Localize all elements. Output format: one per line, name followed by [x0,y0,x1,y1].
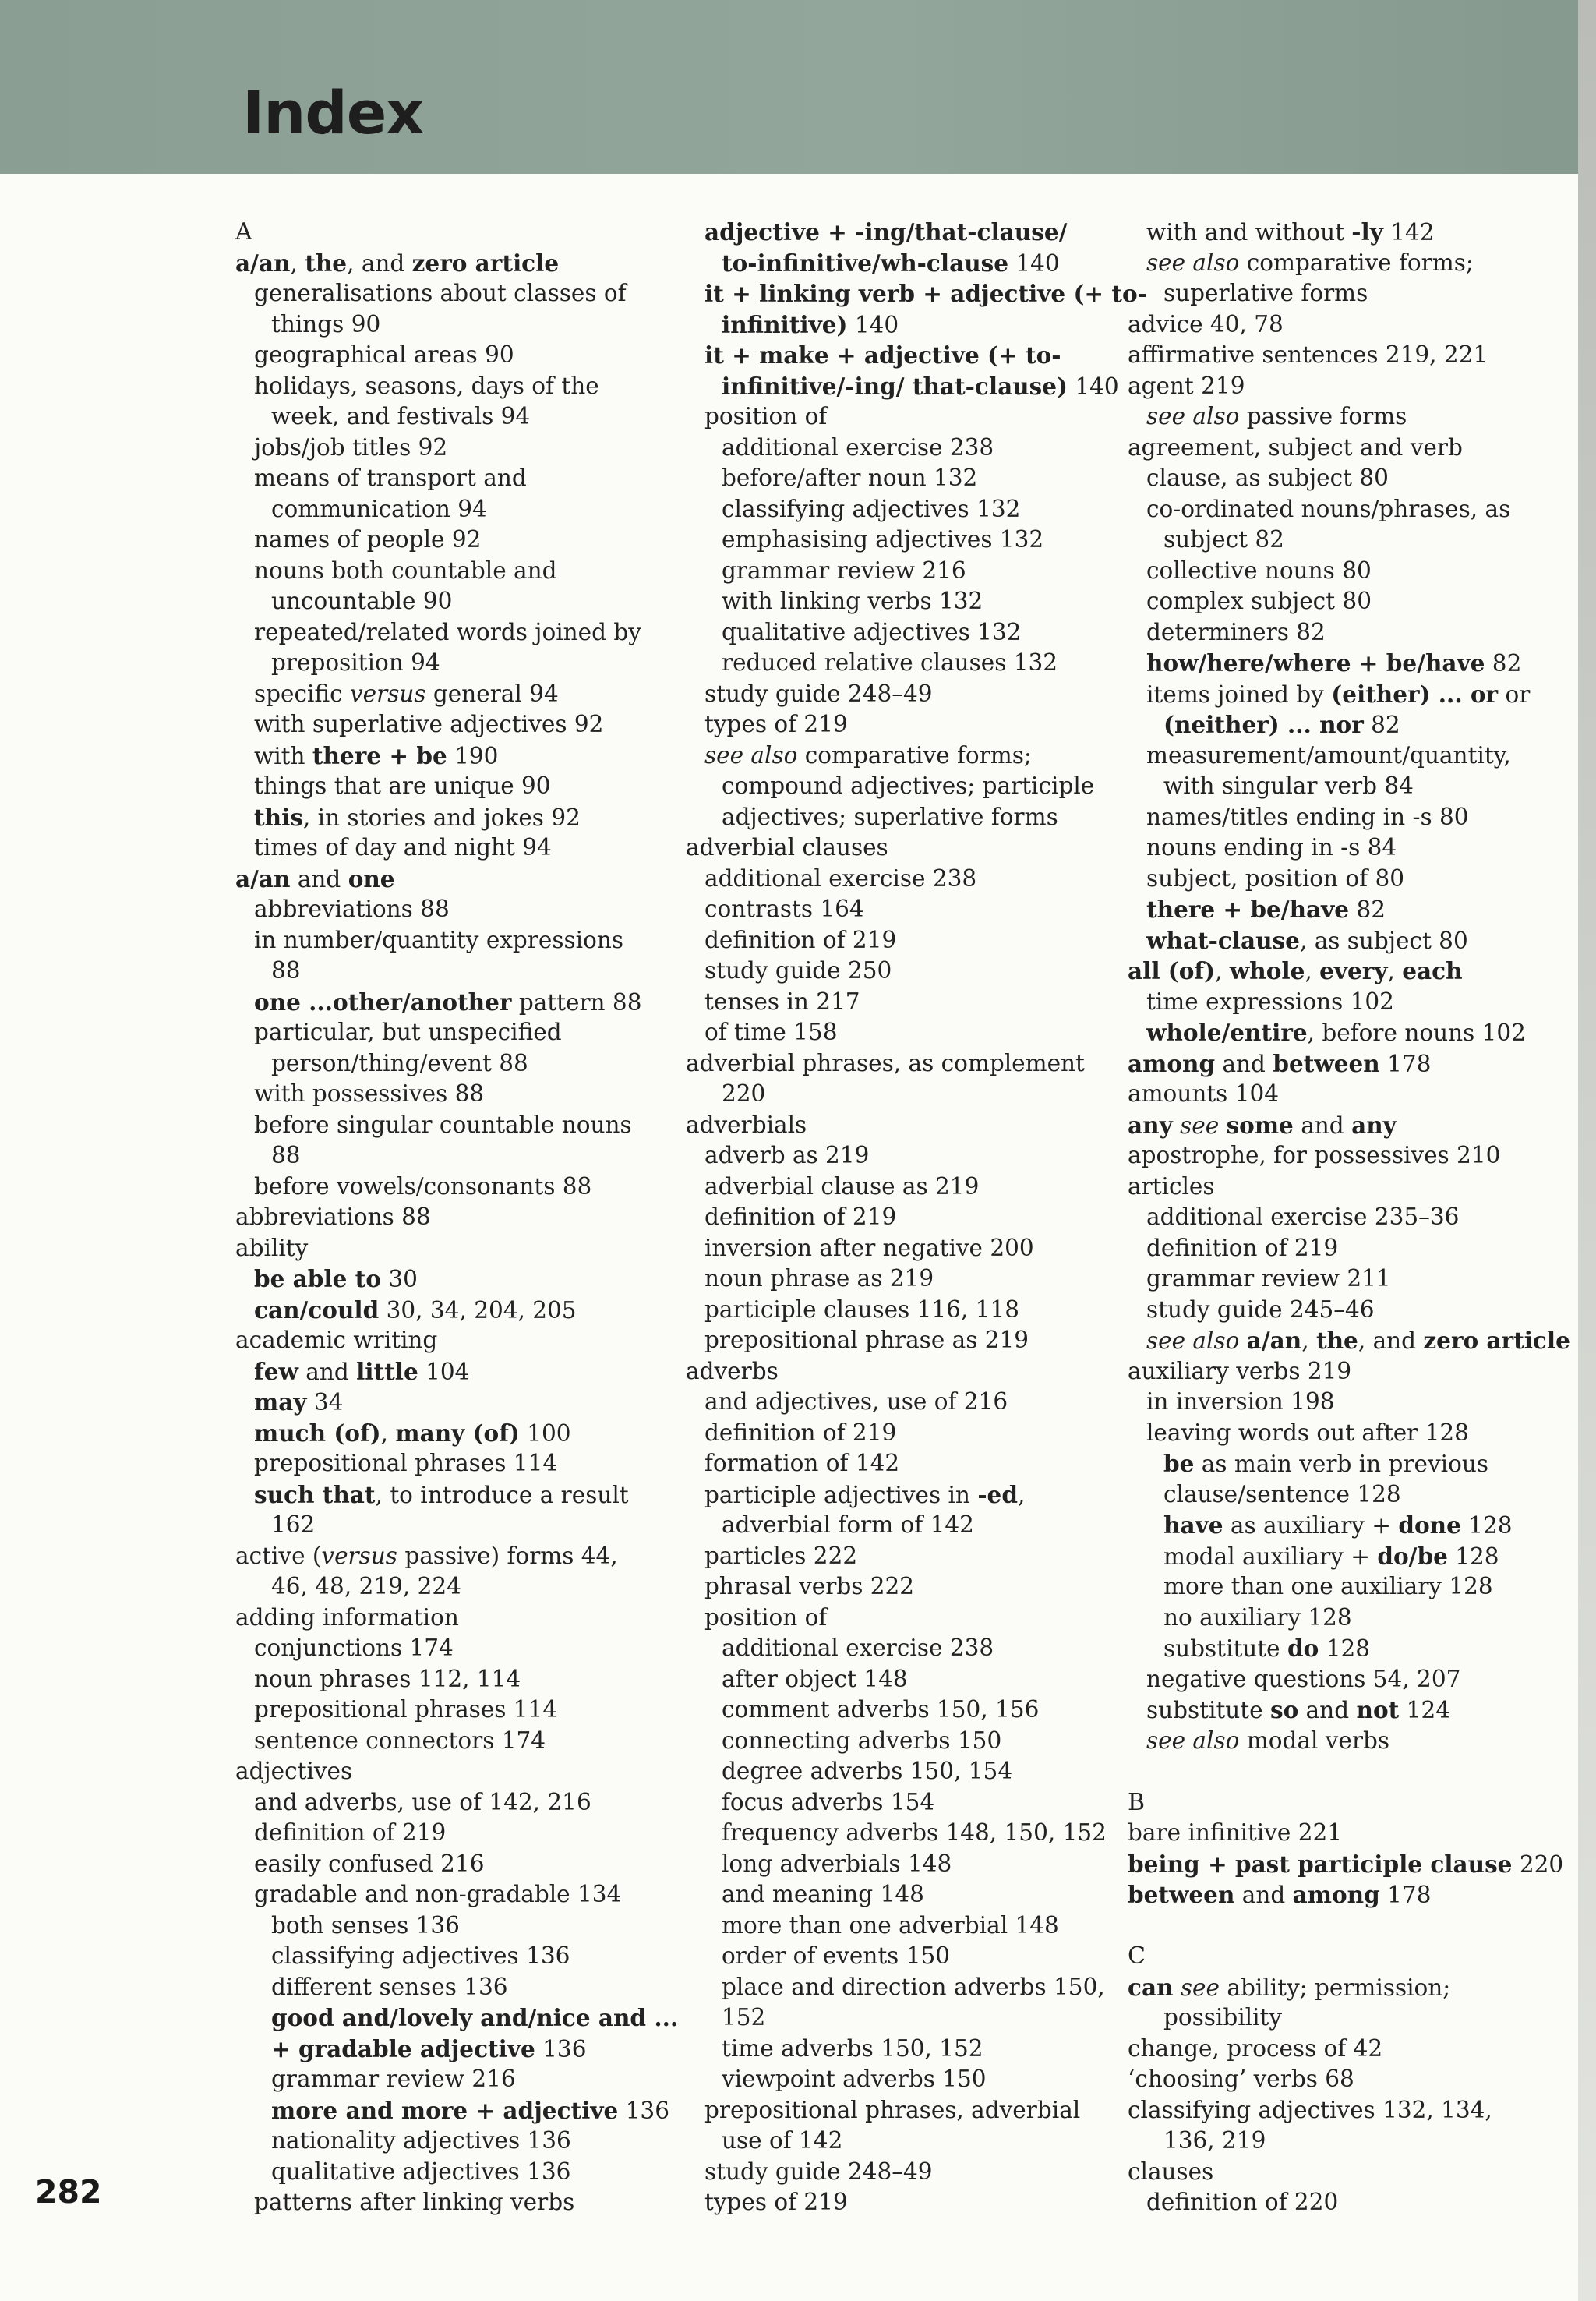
index-entry: communication 94 [271,495,487,522]
index-entry: auxiliary verbs 219 [1128,1357,1352,1384]
index-entry: substitute do 128 [1163,1635,1370,1662]
index-entry: with singular verb 84 [1163,772,1414,799]
index-column-3 [1128,217,1570,2218]
index-entry: modal auxiliary + do/be 128 [1163,1542,1499,1570]
index-entry: with and without -ly 142 [1146,218,1435,246]
index-entry: adverbial phrases, as complement [686,1049,1085,1076]
index-entry: see also modal verbs [1146,1727,1390,1754]
index-entry: participle adjectives in -ed, [704,1480,1026,1508]
index-entry: qualitative adjectives 132 [722,618,1022,645]
index-entry: agreement, subject and verb [1128,433,1463,461]
index-entry: abbreviations 88 [254,896,450,922]
index-entry: phrasal verbs 222 [704,1573,915,1599]
index-entry: long adverbials 148 [722,1850,952,1877]
index-entry: adverbials [686,1111,807,1138]
index-entry: of time 158 [704,1019,838,1045]
index-entry: position of [704,403,828,429]
index-entry: more and more + adjective 136 [271,2096,669,2124]
index-entry: noun phrase as 219 [704,1265,934,1292]
index-entry: this, in stories and jokes 92 [254,803,581,831]
index-entry: particles 222 [704,1542,858,1569]
index-entry: see also comparative forms; [704,741,1032,769]
index-entry: have as auxiliary + done 128 [1163,1511,1513,1539]
index-entry: amounts 104 [1128,1080,1279,1107]
index-entry: contrasts 164 [704,896,864,922]
index-entry: 220 [722,1080,766,1107]
index-entry: things 90 [271,310,381,338]
index-entry: definition of 219 [1146,1234,1339,1261]
index-entry: change, process of 42 [1128,2034,1383,2062]
index-entry: additional exercise 238 [722,1635,994,1661]
index-entry: frequency adverbs 148, 150, 152 [722,1819,1107,1846]
index-entry: (neither) ... nor 82 [1163,711,1400,738]
index-entry: infinitive) 140 [722,310,899,338]
index-entry: 162 [271,1511,316,1538]
index-column-2 [686,217,1147,2218]
index-entry: classifying adjectives 132, 134, [1128,2096,1492,2123]
index-entry: inversion after negative 200 [704,1234,1034,1261]
index-entry: definition of 219 [704,1204,897,1230]
index-entry: conjunctions 174 [254,1635,454,1661]
index-entry: be able to 30 [254,1265,418,1292]
index-entry: comment adverbs 150, 156 [722,1696,1040,1723]
header-band [0,0,1596,174]
index-entry: after object 148 [722,1665,908,1692]
index-entry: easily confused 216 [254,1850,485,1877]
index-entry: adjectives; superlative forms [722,803,1058,830]
index-entry: active (versus passive) forms 44, [235,1542,618,1569]
index-entry: geographical areas 90 [254,341,514,368]
index-entry: in inversion 198 [1146,1388,1335,1415]
index-entry: with there + be 190 [254,741,499,769]
index-entry: additional exercise 238 [722,433,994,461]
index-entry: and adverbs, use of 142, 216 [254,1788,591,1815]
index-entry: nouns both countable and [254,557,557,584]
index-entry: few and little 104 [254,1357,470,1385]
index-entry: adjectives [235,1758,353,1784]
index-entry: definition of 220 [1146,2189,1339,2215]
index-entry: a/an, the, and zero article [235,249,560,277]
index-entry: can/could 30, 34, 204, 205 [254,1295,577,1324]
index-entry: collective nouns 80 [1146,557,1372,584]
index-entry: grammar review 211 [1146,1265,1391,1292]
index-entry: bare infinitive 221 [1128,1819,1343,1846]
index-entry: times of day and night 94 [254,834,552,861]
index-entry: adverbial clause as 219 [704,1172,980,1200]
index-entry: see also passive forms [1146,403,1407,429]
index-entry: more than one adverbial 148 [722,1911,1059,1939]
index-entry: additional exercise 238 [704,864,977,892]
index-entry: sentence connectors 174 [254,1727,546,1754]
index-entry: adverbial clauses [686,834,888,861]
index-entry: and meaning 148 [722,1881,924,1907]
index-entry: affirmative sentences 219, 221 [1128,341,1488,368]
index-entry: time expressions 102 [1146,988,1394,1015]
index-entry: more than one auxiliary 128 [1163,1573,1493,1599]
index-entry: use of 142 [722,2127,843,2154]
index-entry: before/after noun 132 [722,465,978,491]
index-entry: substitute so and not 124 [1146,1696,1450,1723]
index-entry: co-ordinated nouns/phrases, as [1146,495,1511,522]
index-entry: academic writing [235,1327,438,1353]
index-entry: such that, to introduce a result [254,1480,629,1508]
index-entry: no auxiliary 128 [1163,1603,1352,1631]
index-entry: position of [704,1603,828,1631]
index-entry: measurement/amount/quantity, [1146,741,1511,769]
index-entry: types of 219 [704,711,848,737]
page-title: Index [242,78,424,147]
index-entry: subject 82 [1163,526,1284,553]
index-entry: ‘choosing’ verbs 68 [1128,2066,1354,2092]
index-entry: definition of 219 [254,1819,447,1846]
index-entry: determiners 82 [1146,618,1326,645]
index-entry: qualitative adjectives 136 [271,2158,571,2185]
index-entry: see also a/an, the, and zero article [1146,1327,1570,1354]
index-entry: particular, but unspecified [254,1019,562,1045]
index-entry: 46, 48, 219, 224 [271,1573,461,1599]
index-entry: preposition 94 [271,649,440,676]
index-entry: names/titles ending in -s 80 [1146,803,1469,830]
index-entry: being + past participle clause 220 [1128,1850,1564,1878]
index-entry: it + linking verb + adjective (+ to- [704,280,1147,307]
index-entry: noun phrases 112, 114 [254,1665,521,1692]
index-entry: prepositional phrase as 219 [704,1327,1029,1353]
index-entry: definition of 219 [704,1419,897,1446]
index-entry: prepositional phrases 114 [254,1450,558,1476]
index-entry: order of events 150 [722,1942,950,1969]
page-number: 282 [35,2173,102,2211]
index-entry: all (of), whole, every, each [1128,957,1463,984]
index-entry: before singular countable nouns [254,1111,632,1138]
index-entry: items joined by (either) ... or or [1146,680,1531,708]
index-entry: one ...other/another pattern 88 [254,988,642,1016]
index-entry: may 34 [254,1388,344,1416]
index-entry: repeated/related words joined by [254,618,641,645]
index-entry: compound adjectives; participle [722,772,1095,799]
index-entry: formation of 142 [704,1450,900,1476]
index-entry: there + be/have 82 [1146,896,1386,923]
index-entry: degree adverbs 150, 154 [722,1758,1013,1784]
index-entry: with possessives 88 [254,1080,485,1107]
index-entry: how/here/where + be/have 82 [1146,649,1522,677]
index-entry: it + make + adjective (+ to- [704,341,1061,369]
index-entry: be as main verb in previous [1163,1450,1489,1477]
index-entry: before vowels/consonants 88 [254,1172,592,1200]
index-entry: grammar review 216 [271,2066,516,2092]
index-entry: prepositional phrases, adverbial [704,2096,1081,2123]
index-entry: study guide 245–46 [1146,1295,1375,1323]
index-entry: study guide 248–49 [704,2158,933,2185]
spacer [1128,1756,1564,1787]
index-entry: to-infinitive/wh-clause 140 [722,249,1060,277]
index-entry: prepositional phrases 114 [254,1696,558,1723]
index-entry: study guide 250 [704,957,892,984]
index-entry: generalisations about classes of [254,280,627,306]
index-entry: 88 [271,1142,301,1168]
index-entry: uncountable 90 [271,588,453,614]
index-entry: and adjectives, use of 216 [704,1388,1008,1415]
index-entry: possibility [1163,2004,1283,2031]
index-entry: viewpoint adverbs 150 [722,2066,987,2092]
index-entry: gradable and non-gradable 134 [254,1881,622,1907]
index-entry: study guide 248–49 [704,680,933,707]
index-entry: superlative forms [1163,280,1368,306]
index-entry: ability [235,1234,309,1261]
index-entry: focus adverbs 154 [722,1788,935,1815]
section-letter: C [1128,1942,1146,1970]
index-entry: both senses 136 [271,1911,460,1939]
index-entry: nouns ending in -s 84 [1146,834,1397,861]
section-letter: A [235,218,252,246]
index-entry: names of people 92 [254,526,482,553]
index-column-1 [235,217,679,2218]
section-letter: B [1128,1788,1146,1816]
index-entry: clause, as subject 80 [1146,465,1389,491]
index-entry: much (of), many (of) 100 [254,1419,571,1447]
index-entry: adverbial form of 142 [722,1511,974,1538]
index-entry: connecting adverbs 150 [722,1727,1002,1754]
index-entry: leaving words out after 128 [1146,1419,1469,1446]
index-entry: time adverbs 150, 152 [722,2034,983,2062]
index-entry: nationality adjectives 136 [271,2127,571,2154]
index-entry: whole/entire, before nouns 102 [1146,1019,1526,1046]
index-entry: with superlative adjectives 92 [254,711,604,737]
index-entry: can see ability; permission; [1128,1973,1451,2001]
index-entry: tenses in 217 [704,988,860,1015]
index-entry: infinitive/-ing/ that-clause) 140 [722,372,1119,400]
index-entry: clause/sentence 128 [1163,1480,1401,1507]
index-entry: means of transport and [254,465,527,491]
index-entry: emphasising adjectives 132 [722,526,1044,553]
index-entry: things that are unique 90 [254,772,551,799]
index-entry: additional exercise 235–36 [1146,1204,1460,1230]
index-entry: clauses [1128,2158,1214,2185]
index-entry: adverbs [686,1357,779,1384]
index-entry: with linking verbs 132 [722,588,983,614]
index-entry: + gradable adjective 136 [271,2034,587,2062]
index-entry: any see some and any [1128,1111,1396,1139]
index-entry: among and between 178 [1128,1049,1432,1077]
index-entry: 88 [271,957,301,984]
index-entry: jobs/job titles 92 [254,433,448,461]
index-entry: negative questions 54, 207 [1146,1665,1461,1692]
index-entry: adding information [235,1603,459,1631]
index-entry: participle clauses 116, 118 [704,1295,1019,1323]
index-entry: specific versus general 94 [254,680,559,707]
index-entry: subject, position of 80 [1146,864,1404,892]
index-entry: apostrophe, for possessives 210 [1128,1142,1501,1168]
index-entry: week, and festivals 94 [271,403,531,429]
index-entry: a/an and one [235,864,395,892]
index-entry: good and/lovely and/nice and ... [271,2004,679,2031]
index-entry: reduced relative clauses 132 [722,649,1058,676]
index-entry: holidays, seasons, days of the [254,372,599,399]
index-entry: 152 [722,2004,766,2031]
page-edge-shadow [1578,0,1596,2301]
index-entry: classifying adjectives 136 [271,1942,570,1969]
index-entry: types of 219 [704,2189,848,2215]
index-entry: abbreviations 88 [235,1204,431,1230]
index-entry: adjective + -ing/that-clause/ [704,218,1068,246]
index-entry: 136, 219 [1163,2127,1266,2154]
index-entry: see also comparative forms; [1146,249,1474,276]
index-entry: adverb as 219 [704,1142,870,1168]
index-entry: advice 40, 78 [1128,310,1284,338]
index-entry: what-clause, as subject 80 [1146,926,1468,954]
index-entry: definition of 219 [704,926,897,953]
index-entry: between and among 178 [1128,1881,1432,1908]
index-entry: classifying adjectives 132 [722,495,1021,522]
index-entry: person/thing/event 88 [271,1049,528,1076]
index-entry: agent 219 [1128,372,1245,399]
index-entry: different senses 136 [271,1973,508,2000]
index-entry: grammar review 216 [722,557,966,584]
index-entry: place and direction adverbs 150, [722,1973,1105,2000]
index-entry: articles [1128,1172,1215,1200]
index-entry: patterns after linking verbs [254,2189,575,2215]
spacer [1128,1910,1564,1942]
index-entry: complex subject 80 [1146,588,1372,614]
index-entry: in number/quantity expressions [254,926,623,953]
